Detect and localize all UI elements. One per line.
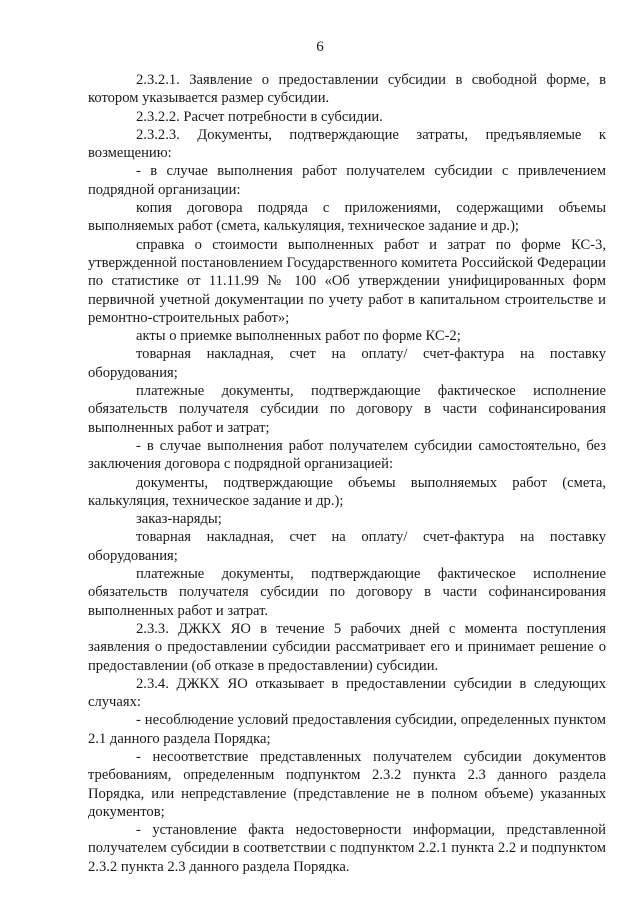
list-item-noncompliance: - несоблюдение условий предоставления субсидии, определенных пунктом 2.1 данного раздела Порядка; (88, 712, 606, 747)
list-item-contract-copy: копия договора подряда с приложениями, содержащими объемы выполняемых работ (смета, калькуляция, техническое задание и др.); (88, 200, 606, 235)
list-item-work-orders: заказ-наряды; (136, 511, 222, 528)
list-item-ks2-acts: акты о приемке выполненных работ по форме КС-2; (136, 328, 461, 345)
list-item-self-performed-case: - в случае выполнения работ получателем субсидии самостоятельно, без заключения договора с подрядной организацией: (88, 437, 606, 473)
list-item-volume-docs: документы, подтверждающие объемы выполняемых работ (смета, калькуляция, техническое задание и др.); (88, 474, 606, 509)
list-item-ks3-certificate: справка о стоимости выполненных работ и затрат по форме КС-3, утвержденной постановлением Государственного комитета Российской Федерации по статистике от 11.11.99 № 100 «Об утверждении унифицированных форм первичной учетной документации по учету работ в капитальном строительстве и ремонтно-строительных работ»; (88, 236, 606, 326)
document-body (88, 71, 606, 876)
paragraph-2-3-2-2: 2.3.2.2. Расчет потребности в субсидии. (136, 108, 383, 125)
paragraph-2-3-2-1: 2.3.2.1. Заявление о предоставлении субсидии в свободной форме, в котором указывается размер субсидии. (88, 72, 606, 107)
list-item-invoice-2: товарная накладная, счет на оплату/ счет-фактура на поставку оборудования; (88, 529, 606, 564)
list-item-payment-docs-2: платежные документы, подтверждающие фактическое исполнение обязательств получателя субсидии по договору в части софинансирования выполненных работ и затрат. (88, 566, 606, 619)
list-item-document-mismatch: - несоответствие представленных получателем субсидии документов требованиям, определенным подпунктом 2.3.2 пункта 2.3 данного раздела Порядка, или непредставление (представление не в полном объеме) указанных документов; (88, 748, 606, 820)
page-number: 6 (316, 39, 324, 55)
paragraph-2-3-3: 2.3.3. ДЖКХ ЯО в течение 5 рабочих дней с момента поступления заявления о предоставлении субсидии рассматривает его и принимает решение о предоставлении (об отказе в предоставлении) субсидии. (88, 620, 606, 674)
list-item-invoice-1: товарная накладная, счет на оплату/ счет-фактура на поставку оборудования; (88, 346, 606, 381)
list-item-false-information: - установление факта недостоверности информации, представленной получателем субсидии в соответствии с подпунктом 2.2.1 пункта 2.2 и подпунктом 2.3.2 пункта 2.3 данного раздела Порядка. (88, 822, 606, 875)
paragraph-2-3-4: 2.3.4. ДЖКХ ЯО отказывает в предоставлении субсидии в следующих случаях: (88, 675, 606, 711)
paragraph-2-3-2-3: 2.3.2.3. Документы, подтверждающие затраты, предъявляемые к возмещению: (88, 126, 606, 162)
list-item-payment-docs-1: платежные документы, подтверждающие фактическое исполнение обязательств получателя субсидии по договору в части софинансирования выполненных работ и затрат; (88, 383, 606, 436)
list-item-contractor-case: - в случае выполнения работ получателем субсидии с привлечением подрядной организации: (88, 163, 606, 198)
